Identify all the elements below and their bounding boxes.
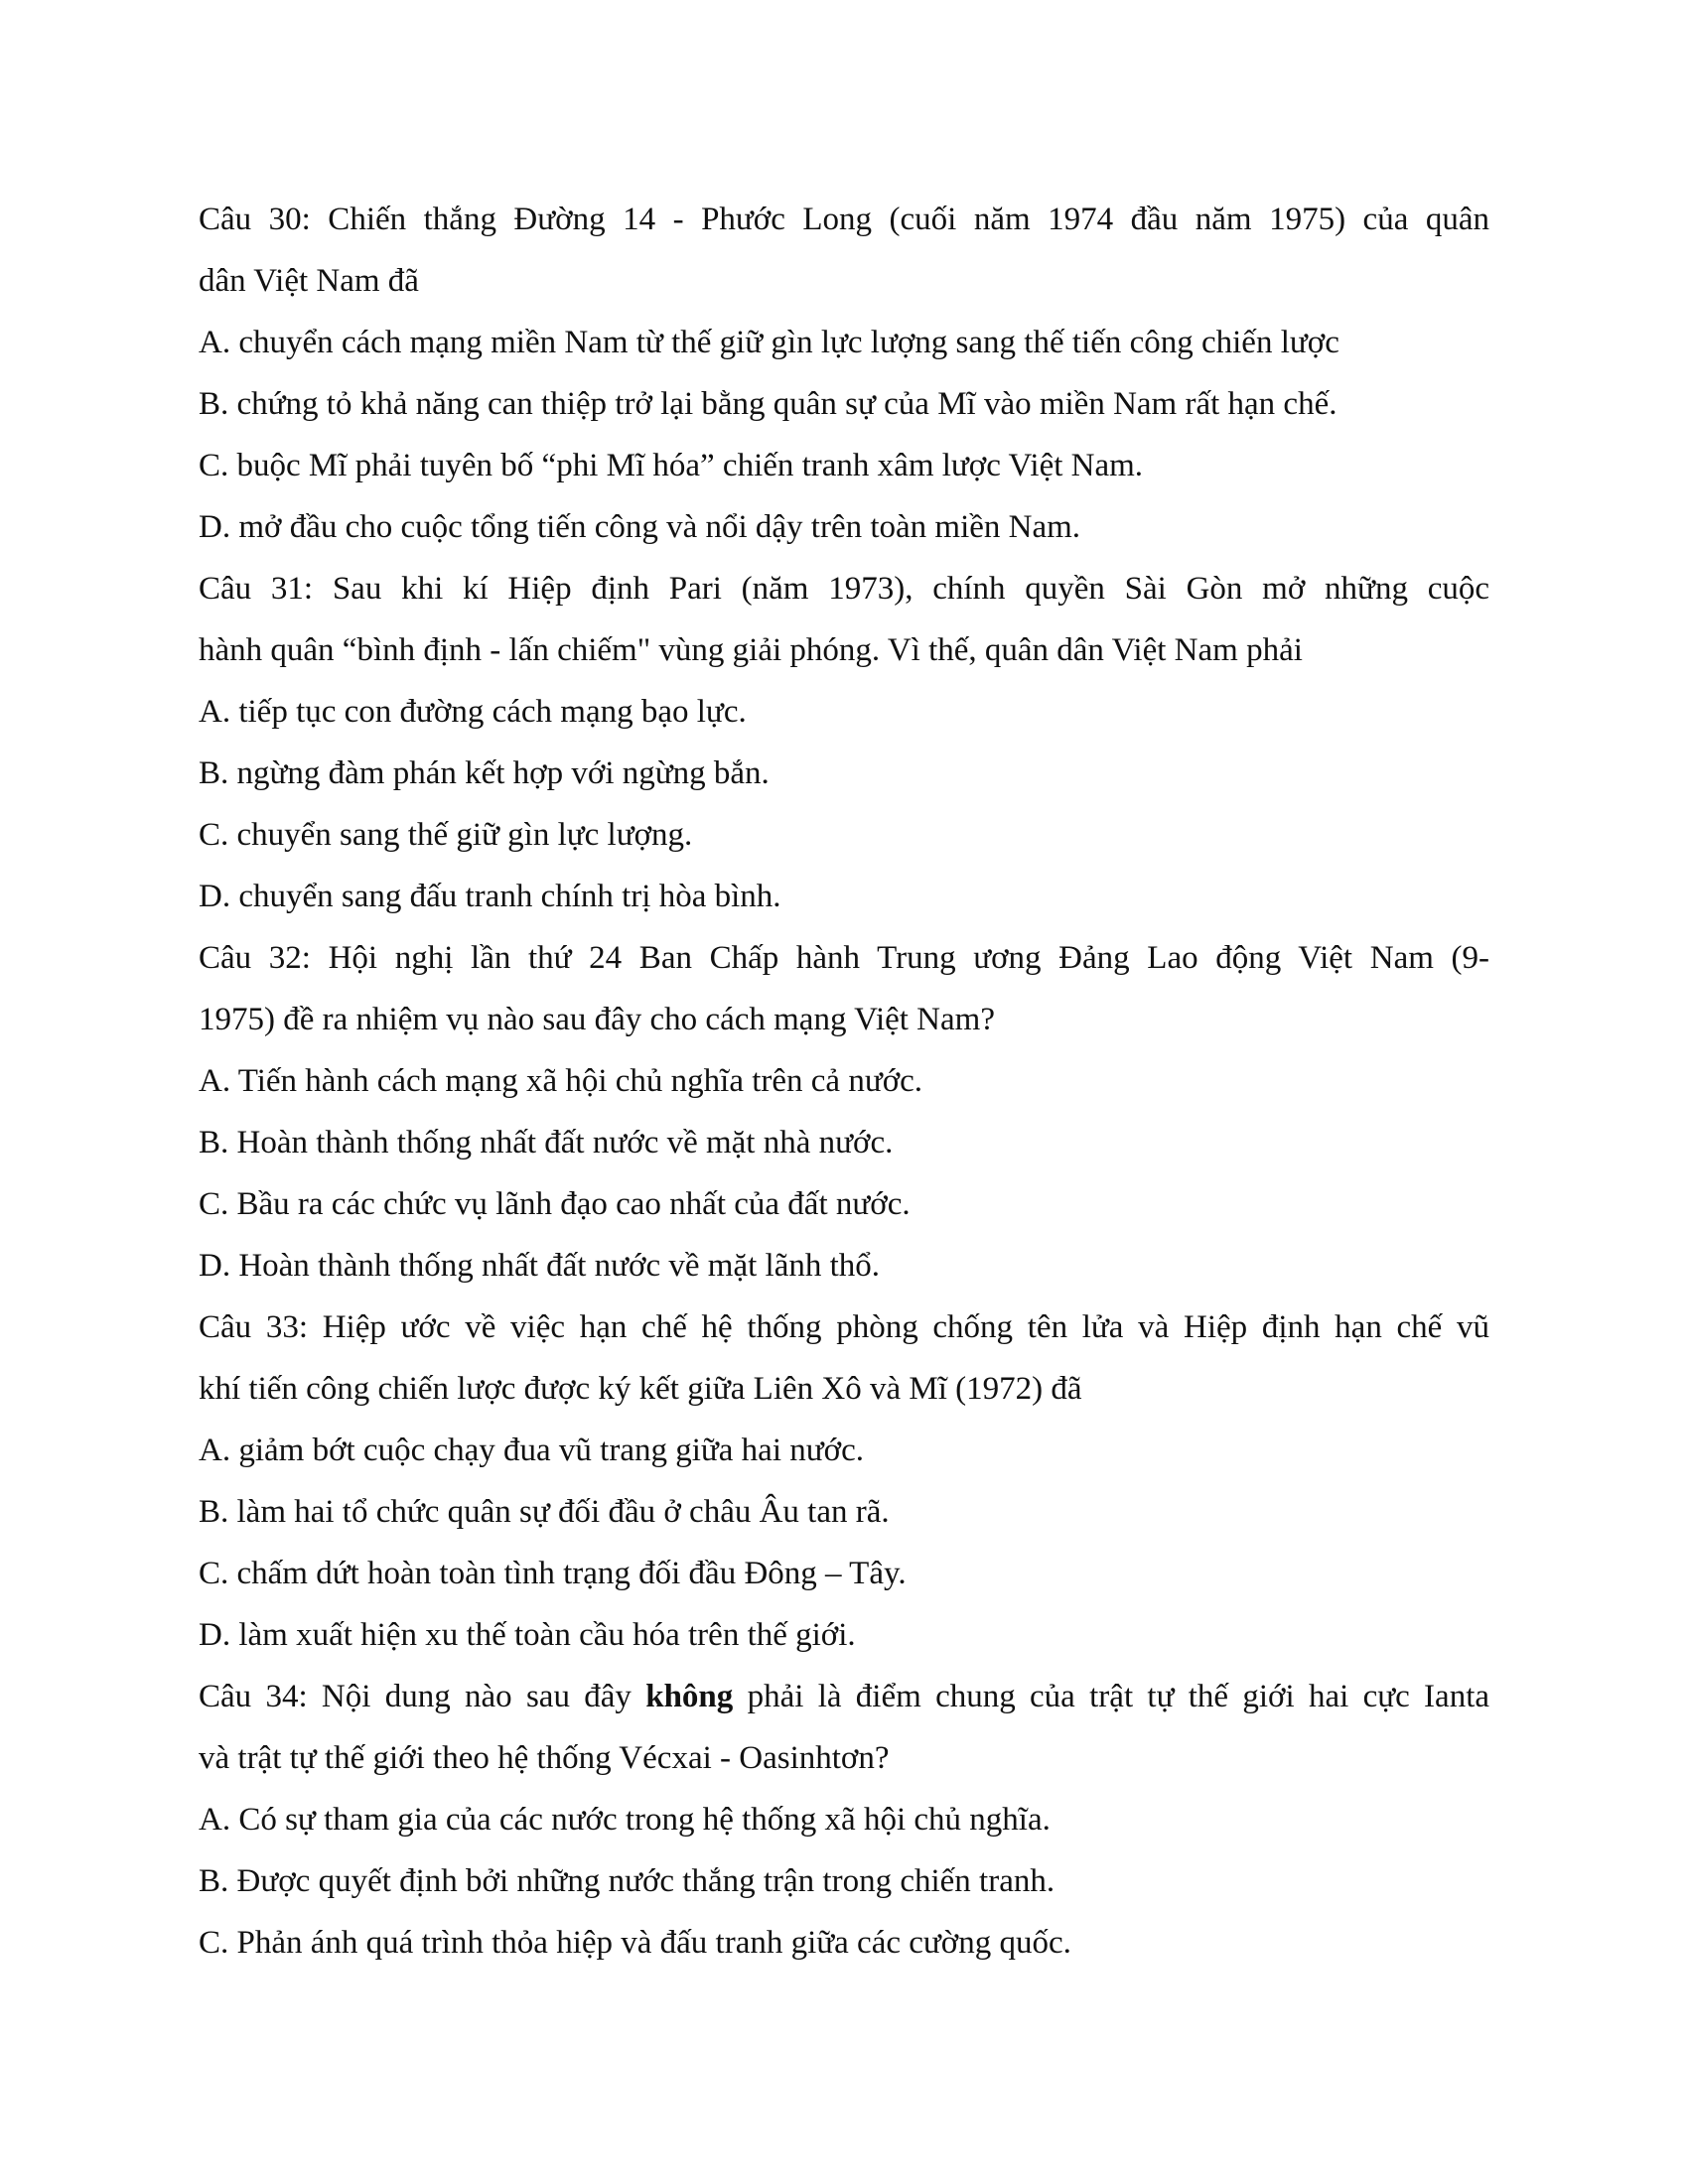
- question-33-option-c: C. chấm dứt hoàn toàn tình trạng đối đầu Đông – Tây.: [199, 1556, 907, 1591]
- question-34-stem-bold: không: [645, 1679, 734, 1714]
- question-30: [199, 189, 1489, 558]
- question-31-option-b: B. ngừng đàm phán kết hợp với ngừng bắn.: [199, 755, 770, 791]
- question-33-option-d: D. làm xuất hiện xu thế toàn cầu hóa trên thế giới.: [199, 1617, 856, 1653]
- question-31: [199, 558, 1489, 927]
- question-30-option-b: B. chứng tỏ khả năng can thiệp trở lại bằng quân sự của Mĩ vào miền Nam rất hạn chế.: [199, 386, 1337, 422]
- question-30-stem-line-2: dân Việt Nam đã: [199, 263, 419, 299]
- question-32-stem-line-2: 1975) đề ra nhiệm vụ nào sau đây cho cách mạng Việt Nam?: [199, 1002, 995, 1037]
- question-34-stem-before: Câu 34: Nội dung nào sau đây: [199, 1679, 646, 1714]
- question-34-stem-line-2: và trật tự thế giới theo hệ thống Vécxai - Oasinhtơn?: [199, 1740, 890, 1776]
- question-31-option-a: A. tiếp tục con đường cách mạng bạo lực.: [199, 694, 747, 730]
- question-32-option-d: D. Hoàn thành thống nhất đất nước về mặt lãnh thổ.: [199, 1248, 881, 1284]
- question-31-stem-line-1: Câu 31: Sau khi kí Hiệp định Pari (năm 1973), chính quyền Sài Gòn mở những cuộc: [199, 571, 1489, 607]
- question-34: [199, 1666, 1489, 1974]
- question-33-stem-line-1: Câu 33: Hiệp ước về việc hạn chế hệ thống phòng chống tên lửa và Hiệp định hạn chế vũ: [199, 1309, 1489, 1345]
- question-34-stem-line-1: [199, 1666, 1489, 1727]
- question-30-stem-line-1: Câu 30: Chiến thắng Đường 14 - Phước Long (cuối năm 1974 đầu năm 1975) của quân: [199, 202, 1489, 237]
- question-33-option-b: B. làm hai tổ chức quân sự đối đầu ở châu Âu tan rã.: [199, 1494, 890, 1530]
- question-31-stem-line-2: hành quân “bình định - lấn chiếm" vùng giải phóng. Vì thế, quân dân Việt Nam phải: [199, 632, 1303, 668]
- question-33-stem-line-2: khí tiến công chiến lược được ký kết giữa Liên Xô và Mĩ (1972) đã: [199, 1371, 1082, 1407]
- question-31-option-d: D. chuyển sang đấu tranh chính trị hòa bình.: [199, 879, 781, 914]
- question-32-option-c: C. Bầu ra các chức vụ lãnh đạo cao nhất của đất nước.: [199, 1186, 911, 1222]
- question-34-option-a: A. Có sự tham gia của các nước trong hệ thống xã hội chủ nghĩa.: [199, 1802, 1051, 1838]
- question-32-stem-line-1: Câu 32: Hội nghị lần thứ 24 Ban Chấp hành Trung ương Đảng Lao động Việt Nam (9-: [199, 940, 1489, 976]
- question-list: [199, 189, 1489, 1974]
- question-32: [199, 927, 1489, 1297]
- question-30-option-a: A. chuyển cách mạng miền Nam từ thế giữ gìn lực lượng sang thế tiến công chiến lược: [199, 325, 1339, 360]
- question-34-option-b: B. Được quyết định bởi những nước thắng trận trong chiến tranh.: [199, 1863, 1055, 1899]
- question-33: [199, 1297, 1489, 1666]
- question-32-option-a: A. Tiến hành cách mạng xã hội chủ nghĩa trên cả nước.: [199, 1063, 923, 1099]
- question-31-option-c: C. chuyển sang thế giữ gìn lực lượng.: [199, 817, 693, 853]
- question-30-option-c: C. buộc Mĩ phải tuyên bố “phi Mĩ hóa” chiến tranh xâm lược Việt Nam.: [199, 448, 1144, 483]
- question-34-stem-after: phải là điểm chung của trật tự thế giới hai cực Ianta: [733, 1679, 1490, 1714]
- question-34-option-c: C. Phản ánh quá trình thỏa hiệp và đấu tranh giữa các cường quốc.: [199, 1925, 1071, 1961]
- question-30-option-d: D. mở đầu cho cuộc tổng tiến công và nổi dậy trên toàn miền Nam.: [199, 509, 1081, 545]
- question-32-option-b: B. Hoàn thành thống nhất đất nước về mặt nhà nước.: [199, 1125, 894, 1160]
- question-33-option-a: A. giảm bớt cuộc chạy đua vũ trang giữa hai nước.: [199, 1433, 864, 1468]
